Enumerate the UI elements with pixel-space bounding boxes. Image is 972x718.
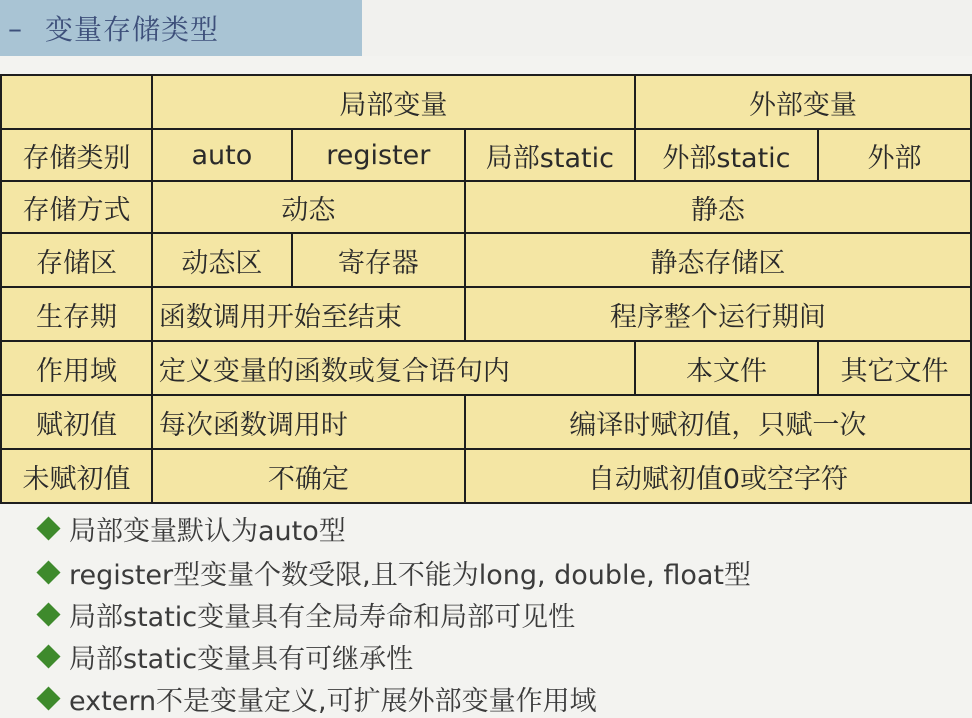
diamond-bullet-icon bbox=[36, 560, 60, 584]
cell-uninit-static: 自动赋初值0或空字符 bbox=[466, 450, 970, 502]
header-external-variables: 外部变量 bbox=[636, 76, 970, 128]
cell-scope-other-files: 其它文件 bbox=[819, 342, 970, 394]
table-row-header bbox=[2, 76, 970, 128]
row-label-lifetime: 生存期 bbox=[2, 288, 151, 340]
note-text: register型变量个数受限,且不能为long, double, float型 bbox=[69, 559, 751, 591]
row-label-storage-class: 存储类别 bbox=[2, 130, 151, 180]
header-local-variables: 局部变量 bbox=[153, 76, 634, 128]
diamond-bullet-icon bbox=[36, 602, 60, 626]
cell-dynamic: 动态 bbox=[153, 182, 464, 232]
title-text: 变量存储类型 bbox=[45, 13, 220, 46]
row-label-init: 赋初值 bbox=[2, 396, 151, 448]
storage-type-table bbox=[0, 74, 972, 504]
list-item bbox=[40, 596, 575, 632]
cell-local-static: 局部static bbox=[466, 130, 634, 180]
slide-title bbox=[0, 0, 362, 56]
list-item bbox=[40, 554, 751, 590]
table-row-storage-class bbox=[2, 130, 970, 180]
row-label-storage-area: 存储区 bbox=[2, 234, 151, 286]
table-row-uninit bbox=[2, 450, 970, 502]
cell-lifetime-local: 函数调用开始至结束 bbox=[153, 288, 464, 340]
cell-static-storage-area: 静态存储区 bbox=[466, 234, 970, 286]
notes-list bbox=[0, 504, 972, 718]
cell-static: 静态 bbox=[466, 182, 970, 232]
cell-external: 外部 bbox=[819, 130, 970, 180]
table-row-storage-area bbox=[2, 234, 970, 286]
note-text: extern不是变量定义,可扩展外部变量作用域 bbox=[69, 685, 597, 717]
cell-init-static: 编译时赋初值，只赋一次 bbox=[466, 396, 970, 448]
cell-external-static: 外部static bbox=[636, 130, 817, 180]
diamond-bullet-icon bbox=[36, 516, 60, 540]
diamond-bullet-icon bbox=[36, 644, 60, 668]
cell-register-area: 寄存器 bbox=[293, 234, 464, 286]
cell-scope-local: 定义变量的函数或复合语句内 bbox=[153, 342, 634, 394]
row-label-storage-method: 存储方式 bbox=[2, 182, 151, 232]
cell-dynamic-area: 动态区 bbox=[153, 234, 291, 286]
cell-register: register bbox=[293, 130, 464, 180]
diamond-bullet-icon bbox=[36, 686, 60, 710]
note-text: 局部static变量具有可继承性 bbox=[69, 643, 414, 675]
row-label-scope: 作用域 bbox=[2, 342, 151, 394]
table-row-lifetime bbox=[2, 288, 970, 340]
cell-scope-this-file: 本文件 bbox=[636, 342, 817, 394]
corner-cell bbox=[2, 76, 151, 128]
note-text: 局部变量默认为auto型 bbox=[69, 515, 346, 547]
cell-init-local: 每次函数调用时 bbox=[153, 396, 464, 448]
row-label-uninit: 未赋初值 bbox=[2, 450, 151, 502]
title-dash: – bbox=[8, 11, 23, 45]
table-row-init bbox=[2, 396, 970, 448]
list-item bbox=[40, 510, 346, 546]
cell-auto: auto bbox=[153, 130, 291, 180]
list-item bbox=[40, 680, 597, 716]
table-row-storage-method bbox=[2, 182, 970, 232]
list-item bbox=[40, 638, 413, 674]
note-text: 局部static变量具有全局寿命和局部可见性 bbox=[69, 601, 576, 633]
title-spacer bbox=[0, 56, 972, 74]
cell-lifetime-static: 程序整个运行期间 bbox=[466, 288, 970, 340]
table-row-scope bbox=[2, 342, 970, 394]
cell-uninit-local: 不确定 bbox=[153, 450, 464, 502]
